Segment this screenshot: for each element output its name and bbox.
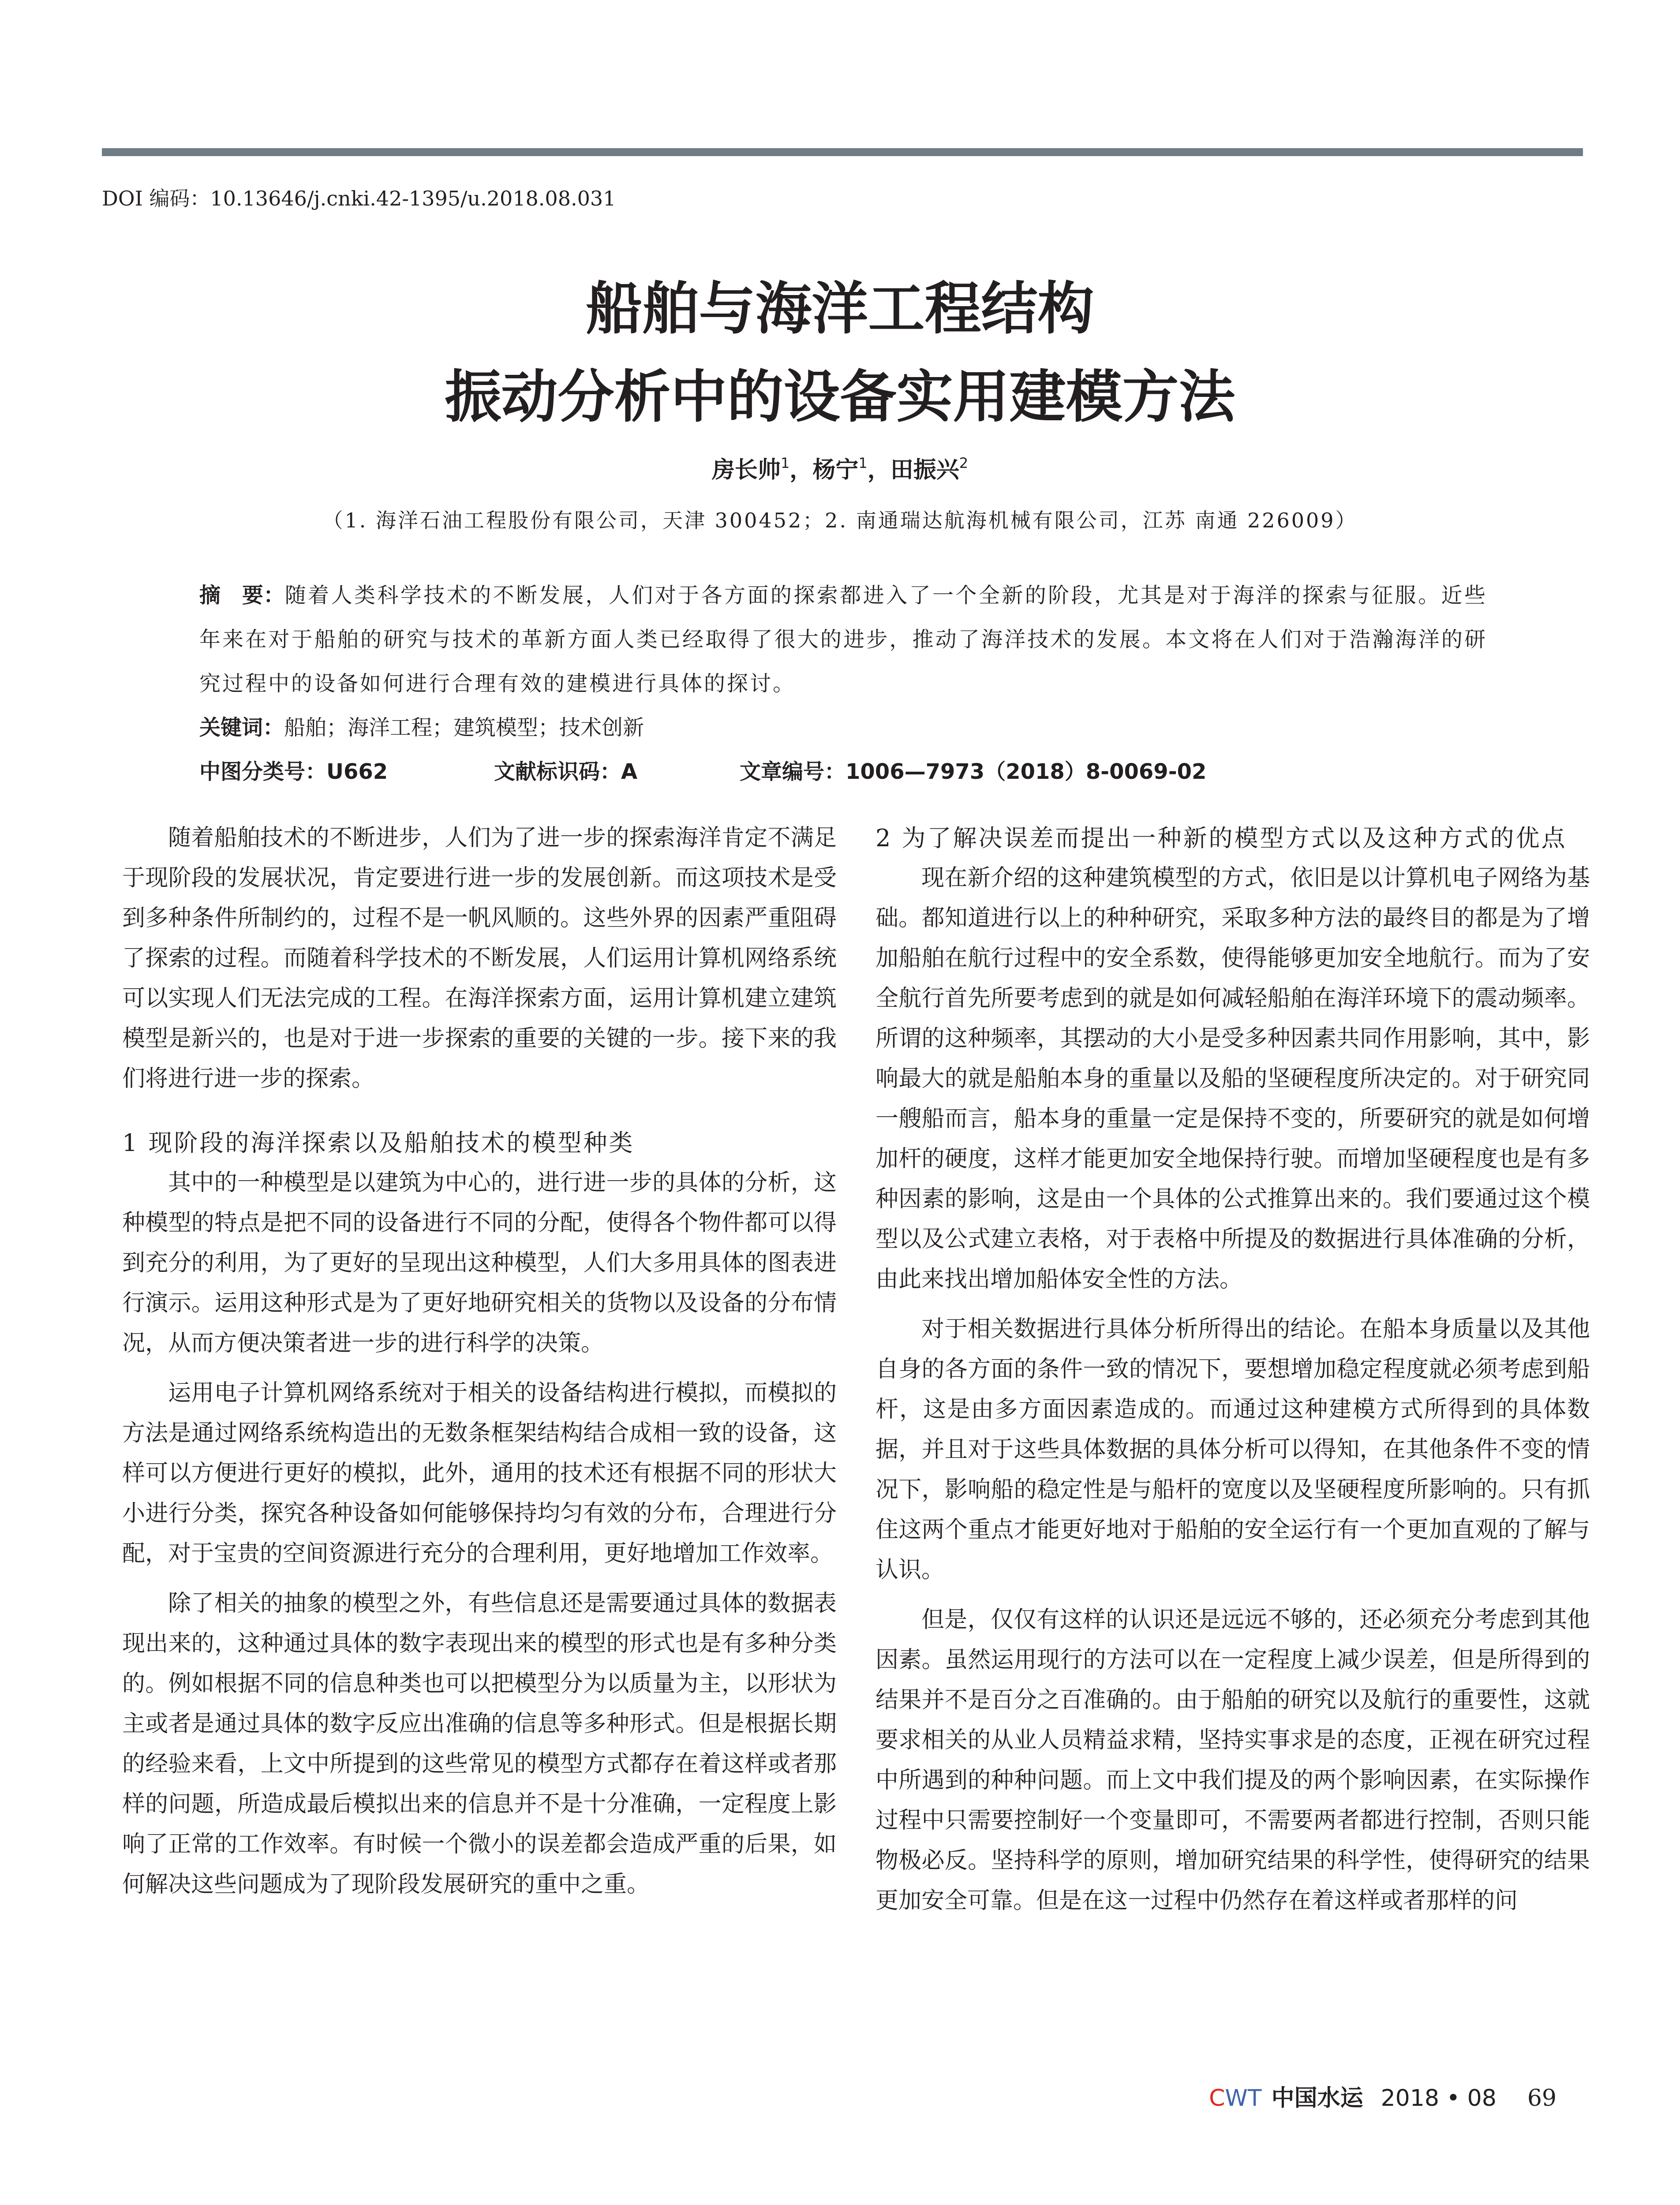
keywords-line [199, 706, 644, 750]
body-paragraph: 除了相关的抽象的模型之外，有些信息还是需要通过具体的数据表现出来的，这种通过具体的数字表现出来的模型的形式也是有多种分类的。例如根据不同的信息种类也可以把模型分为以质量为主，以形状为主或者是通过具体的数字反应出准确的信息等多种形式。但是根据长期的经验来看，上文中所提到的这些常见的模型方式都存在着这样或者那样的问题，所造成最后模拟出来的信息并不是十分准确，一定程度上影响了正常的工作效率。有时候一个微小的误差都会造成严重的后果，如何解决这些问题成为了现阶段发展研究的重中之重。 [122, 1590, 837, 1898]
author-list [0, 448, 1680, 486]
body-paragraph: 其中的一种模型是以建筑为中心的，进行进一步的具体的分析，这种模型的特点是把不同的设备进行不同的分配，使得各个物件都可以得到充分的利用，为了更好的呈现出这种模型，人们大多用具体的图表进行演示。运用这种形式是为了更好地研究相关的货物以及设备的分布情况，从而方便决策者进一步的进行科学的决策。 [122, 1170, 837, 1357]
issue-date: 2018 • 08 [1381, 2085, 1497, 2112]
body-paragraph: 现在新介绍的这种建筑模型的方式，依旧是以计算机电子网络为基础。都知道进行以上的种种研究，采取多种方法的最终目的都是为了增加船舶在航行过程中的安全系数，使得能够更加安全地航行。而为了安全航行首先所要考虑到的就是如何减轻船舶在海洋环境下的震动频率。所谓的这种频率，其摆动的大小是受多种因素共同作用影响，其中，影响最大的就是船舶本身的重量以及船的坚硬程度所决定的。对于研究同一艘船而言，船本身的重量一定是保持不变的，所要研究的就是如何增加杆的硬度，这样才能更加安全地保持行驶。而增加坚硬程度也是有多种因素的影响，这是由一个具体的公式推算出来的。我们要通过这个模型以及公式建立表格，对于表格中所提及的数据进行具体准确的分析，由此来找出增加船体安全性的方法。 [876, 865, 1590, 1293]
title-line-1: 船舶与海洋工程结构 [586, 276, 1094, 342]
affiliation-line: （1. 海洋石油工程股份有限公司，天津 300452；2. 南通瑞达航海机械有限公司，江苏 南通 226009） [322, 508, 1358, 532]
author-separator: ， [789, 457, 813, 483]
abstract-text: 随着人类科学技术的不断发展，人们对于各方面的探索都进入了一个全新的阶段，尤其是对于海洋的探索与征服。近些年来在对于船舶的研究与技术的革新方面人类已经取得了很大的进步，推动了海洋技术的发展。本文将在人们对于浩瀚海洋的研究过程中的设备如何进行合理有效的建模进行具体的探讨。 [199, 583, 1487, 696]
author-name: 杨宁 [812, 457, 859, 483]
author-separator: ， [867, 457, 891, 483]
page-number: 69 [1527, 2085, 1557, 2112]
author-affil-mark: 2 [959, 455, 969, 471]
body-paragraph: 对于相关数据进行具体分析所得出的结论。在船本身质量以及其他自身的各方面的条件一致的情况下，要想增加稳定程度就必须考虑到船杆，这是由多方面因素造成的。而通过这种建模方式所得到的具体数据，并且对于这些具体数据的具体分析可以得知，在其他条件不变的情况下，影响船的稳定性是与船杆的宽度以及坚硬程度所影响的。只有抓住这两个重点才能更好地对于船舶的安全运行有一个更加直观的了解与认识。 [876, 1316, 1590, 1583]
classification-row [199, 750, 1496, 794]
clc-number: 中图分类号：U662 [199, 759, 388, 784]
title-line-2: 振动分析中的设备实用建模方法 [445, 364, 1235, 430]
author-name: 房长帅 [711, 457, 781, 483]
logo-letter-c: C [1209, 2085, 1225, 2112]
body-column-right [876, 818, 1590, 1921]
body-paragraph: 运用电子计算机网络系统对于相关的设备结构进行模拟，而模拟的方法是通过网络系统构造出的无数条框架结构结合成相一致的设备，这样可以方便进行更好的模拟，此外，通用的技术还有根据不同的形状大小进行分类，探究各种设备如何能够保持均匀有效的分布，合理进行分配，对于宝贵的空间资源进行充分的合理利用，更好地增加工作效率。 [122, 1380, 837, 1567]
article-number: 文章编号：1006—7973（2018）8-0069-02 [740, 759, 1207, 784]
abstract-label: 摘 要： [199, 583, 285, 608]
author-affil-mark: 1 [858, 455, 868, 471]
body-paragraph: 随着船舶技术的不断进步，人们为了进一步的探索海洋肯定不满足于现阶段的发展状况，肯定要进行进一步的发展创新。而这项技术是受到多种条件所制约的，过程不是一帆风顺的。这些外界的因素严重阻碍了探索的过程。而随着科学技术的不断发展，人们运用计算机网络系统可以实现人们无法完成的工程。在海洋探索方面，运用计算机建立建筑模型是新兴的，也是对于进一步探索的重要的关键的一步。接下来的我们将进行进一步的探索。 [122, 825, 837, 1092]
body-column-left [122, 818, 837, 1905]
author-affil-mark: 1 [780, 455, 790, 471]
author-name: 田振兴 [890, 457, 959, 483]
logo-letters-wt: WT [1225, 2085, 1262, 2112]
section-heading-2: 2 为了解决误差而提出一种新的模型方式以及这种方式的优点 [876, 824, 1567, 852]
doi-line: DOI 编码：10.13646/j.cnki.42-1395/u.2018.08.031 [102, 187, 616, 210]
journal-name: 中国水运 [1271, 2085, 1363, 2112]
keywords-label: 关键词： [199, 715, 284, 740]
keywords-text: 船舶；海洋工程；建筑模型；技术创新 [284, 715, 644, 740]
abstract-block [199, 573, 1487, 706]
body-paragraph: 但是，仅仅有这样的认识还是远远不够的，还必须充分考虑到其他因素。虽然运用现行的方法可以在一定程度上减少误差，但是所得到的结果并不是百分之百准确的。由于船舶的研究以及航行的重要性，这就要求相关的从业人员精益求精，坚持实事求是的态度，正视在研究过程中所遇到的种种问题。而上文中我们提及的两个影响因素，在实际操作过程中只需要控制好一个变量即可，不需要两者都进行控制，否则只能物极必反。坚持科学的原则，增加研究结果的科学性，使得研究的结果更加安全可靠。但是在这一过程中仍然存在着这样或者那样的问 [876, 1607, 1590, 1914]
article-title [0, 265, 1680, 441]
section-heading-1: 1 现阶段的海洋探索以及船舶技术的模型种类 [122, 1129, 635, 1157]
header-rule [102, 148, 1583, 156]
journal-logo [1209, 2085, 1262, 2112]
document-code: 文献标识码：A [494, 759, 638, 784]
page-footer [1209, 2081, 1557, 2116]
